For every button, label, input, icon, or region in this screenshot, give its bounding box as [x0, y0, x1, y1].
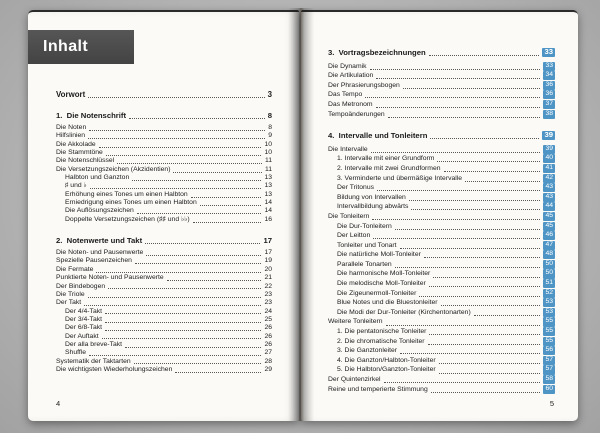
dot-leader [465, 181, 540, 182]
dot-leader [105, 313, 261, 314]
toc-entry-label: Die wichtigsten Wiederholungszeichen [56, 365, 173, 373]
toc-entry-row [56, 124, 272, 132]
toc-entry-label: Der Takt [56, 299, 82, 307]
dot-leader [400, 248, 541, 249]
toc-page-link[interactable]: 57 [543, 365, 555, 374]
toc-entry-row [328, 250, 555, 260]
toc-entry-row [328, 183, 555, 193]
toc-entry-row [328, 365, 555, 375]
toc-page-link[interactable]: 56 [543, 346, 555, 355]
toc-page-number: 29 [264, 365, 272, 373]
dot-leader [96, 272, 261, 273]
toc-page-number: 10 [264, 149, 272, 157]
toc-entry-row [328, 164, 555, 174]
toc-entry-row [328, 269, 555, 279]
toc-page-number: 23 [264, 299, 272, 307]
dot-leader [89, 130, 265, 131]
toc-entry-row [328, 71, 555, 81]
toc-entry-row [56, 149, 272, 157]
toc-page-number: 8 [268, 124, 272, 131]
toc-page-number: 8 [267, 111, 272, 120]
toc-entry-row [328, 279, 555, 289]
dot-leader [386, 325, 541, 326]
toc-entry-row [56, 299, 272, 307]
toc-entry-label: Die Artikulation [328, 72, 374, 80]
toc-entry-label: Der Auftakt [65, 332, 99, 340]
toc-entry-label: Der alla breve-Takt [65, 340, 123, 348]
toc-page-number: 16 [264, 215, 272, 223]
toc-page-link[interactable]: 42 [543, 174, 555, 183]
toc-entry-label: Hilfslinien [56, 132, 86, 140]
toc-entry-row [328, 289, 555, 299]
dot-leader [135, 263, 261, 264]
toc-page-number: 19 [264, 257, 272, 265]
dot-leader [105, 322, 261, 323]
toc-entry-label: Der Phrasierungsbogen [328, 81, 400, 89]
toc-page-link[interactable]: 53 [543, 308, 555, 317]
toc-page-number: 20 [264, 265, 272, 273]
toc-entry-label: Die Dynamik [328, 62, 367, 70]
toc-entry-label: Erniedrigung eines Tones um einen Halbton [65, 199, 197, 207]
toc-page-link[interactable]: 38 [543, 110, 555, 119]
toc-entry-label: Die Stammtöne [56, 149, 103, 157]
toc-page-link[interactable]: 36 [543, 90, 555, 99]
toc-list-left [56, 90, 272, 374]
dot-leader [90, 188, 262, 189]
right-page [301, 10, 578, 421]
toc-entry-label: 2. Intervalle mit zwei Grundformen [337, 164, 441, 172]
toc-entry-label: Das Metronom [328, 100, 373, 108]
dot-leader [429, 286, 541, 287]
dot-leader [429, 55, 540, 56]
toc-entry-row [56, 358, 272, 366]
toc-page-link[interactable]: 33 [543, 62, 555, 71]
dot-leader [411, 209, 540, 210]
toc-page-number: 22 [264, 282, 272, 290]
dot-leader [441, 305, 541, 306]
toc-entry-row [328, 81, 555, 91]
toc-entry-label: Halbton und Ganzton [65, 174, 130, 182]
toc-page-number: 13 [264, 182, 272, 190]
toc-page-number: 3 [267, 90, 272, 99]
toc-entry-label: Die Auflösungszeichen [65, 207, 134, 215]
dot-leader [146, 255, 261, 256]
toc-entry-label: Die melodische Moll-Tonleiter [337, 280, 426, 288]
toc-page-number: 26 [264, 340, 272, 348]
toc-entry-label: 1. Intervalle mit einer Grundform [337, 155, 435, 163]
folio-page-number: 4 [56, 399, 61, 408]
toc-entry-label: Die harmonische Moll-Tonleiter [337, 270, 431, 278]
toc-page-number: 28 [264, 357, 272, 365]
toc-entry-label: 2. Die chromatische Tonleiter [337, 337, 425, 345]
dot-leader [439, 363, 541, 364]
dot-leader [419, 296, 540, 297]
toc-page-link[interactable]: 55 [543, 317, 555, 326]
toc-entry-label: Tempoänderungen [328, 110, 385, 118]
dot-leader [129, 118, 265, 119]
toc-page-link[interactable]: 44 [543, 202, 555, 211]
toc-entry-row [56, 333, 272, 341]
toc-entry-row [328, 231, 555, 241]
toc-entry-row [56, 216, 272, 224]
dot-leader [193, 222, 262, 223]
folio-page-number: 5 [549, 399, 554, 408]
dot-leader [134, 363, 262, 364]
toc-entry-label: Der Quintenzirkel [328, 376, 381, 383]
toc-page-number: 14 [264, 207, 272, 215]
toc-entry-label: 1. Die Notenschrift [56, 111, 127, 120]
toc-page-number: 13 [264, 174, 272, 182]
toc-page-number: 26 [264, 324, 272, 332]
toc-page-number: 26 [264, 332, 272, 340]
toc-entry-label: Das Tempo [328, 91, 363, 99]
toc-entry-row [328, 346, 555, 356]
dot-leader [105, 330, 261, 331]
toc-entry-label: 3. Vortragsbezeichnungen [328, 48, 426, 57]
toc-entry-row [328, 222, 555, 232]
toc-entry-row [328, 337, 555, 347]
dot-leader [395, 229, 541, 230]
toc-page-link[interactable]: 52 [543, 289, 555, 298]
toc-page-link[interactable]: 39 [543, 145, 555, 154]
toc-chapter-row [328, 48, 555, 58]
toc-page-link[interactable]: 39 [544, 130, 553, 140]
toc-entry-label: Die Zigeunermoll-Tonleiter [337, 289, 417, 297]
dot-leader [433, 277, 540, 278]
toc-entry-row [56, 316, 272, 324]
toc-page-link[interactable]: 50 [543, 260, 555, 269]
dot-leader [429, 334, 540, 335]
toc-entry-label: Intervallbildung abwärts [337, 203, 409, 211]
toc-page-number: 17 [264, 249, 272, 257]
toc-entry-row [56, 132, 272, 140]
toc-entry-row [328, 327, 555, 337]
toc-entry-row [328, 317, 555, 327]
dot-leader [365, 97, 540, 98]
toc-page-link[interactable]: 43 [543, 183, 555, 192]
toc-entry-label: Die Intervalle [328, 145, 368, 153]
toc-page-link[interactable]: 50 [543, 269, 555, 278]
toc-entry-label: Der Tritonus [337, 184, 375, 192]
toc-entry-label: Die Dur-Tonleitern [337, 222, 392, 230]
toc-entry-label: Die Noten [56, 124, 87, 131]
toc-page-number: 9 [268, 132, 272, 140]
toc-entry-row [328, 174, 555, 184]
toc-entry-label: Tonleiter und Tonart [337, 241, 397, 249]
toc-page-link[interactable]: 57 [543, 356, 555, 365]
toc-page-link[interactable]: 43 [543, 193, 555, 202]
dot-leader [431, 392, 541, 393]
toc-entry-label: Die Tonleitern [328, 212, 370, 220]
toc-entry-label: 3. Die Ganztonleiter [337, 347, 398, 355]
toc-entry-row [56, 166, 272, 174]
toc-entry-row [56, 257, 272, 265]
toc-entry-row [328, 62, 555, 72]
toc-entry-row [56, 366, 272, 374]
toc-entry-row [56, 341, 272, 349]
toc-entry-label: Doppelte Versetzungszeichen (♯♯ und ♭♭) [65, 215, 190, 223]
toc-entry-label: Shuffle [65, 349, 87, 357]
toc-page-link[interactable]: 58 [543, 375, 555, 384]
toc-chapter-row [328, 131, 555, 141]
dot-leader [384, 382, 541, 383]
toc-entry-row [56, 349, 272, 357]
dot-leader [88, 297, 262, 298]
toc-entry-label: Blue Notes und die Bluestonleiter [337, 299, 438, 307]
toc-entry-label: Punktierte Noten- und Pausenwerte [56, 274, 164, 282]
toc-entry-row [328, 193, 555, 203]
toc-entry-row [56, 199, 272, 207]
toc-entry-label: 3. Verminderte und übermäßige Intervalle [337, 174, 463, 182]
dot-leader [117, 163, 262, 164]
toc-page-link[interactable]: 55 [543, 327, 555, 336]
toc-entry-row [328, 90, 555, 100]
dot-leader [125, 347, 261, 348]
dot-leader [430, 138, 539, 139]
toc-page-number: 13 [264, 190, 272, 198]
toc-entry-row [56, 90, 272, 99]
toc-entry-label: 4. Die Ganzton/Halbton-Tonleiter [337, 356, 436, 364]
toc-entry-row [56, 182, 272, 190]
toc-page-number: 23 [264, 290, 272, 298]
toc-entry-row [56, 249, 272, 257]
dot-leader [409, 200, 541, 201]
toc-page-link[interactable]: 51 [543, 279, 555, 288]
toc-entry-label: Die Noten- und Pausenwerte [56, 249, 144, 257]
toc-entry-row [328, 260, 555, 270]
toc-page-number: 21 [264, 274, 272, 282]
toc-entry-label: Bildung von Intervallen [337, 193, 406, 201]
toc-entry-label: Weitere Tonleitern [328, 318, 383, 326]
dot-leader [370, 69, 541, 70]
toc-page-number: 25 [264, 315, 272, 323]
toc-entry-label: Der 4/4-Takt [65, 307, 103, 315]
dot-leader [371, 152, 541, 153]
dot-leader [376, 78, 540, 79]
toc-page-number: 27 [264, 349, 272, 357]
toc-entry-label: Erhöhung eines Tones um einen Halbton [65, 190, 188, 198]
toc-entry-label: Parallele Tonarten [337, 260, 392, 268]
toc-entry-row [56, 283, 272, 291]
toc-page-link[interactable]: 40 [543, 154, 555, 163]
dot-leader [99, 147, 262, 148]
toc-entry-label: Spezielle Pausenzeichen [56, 257, 132, 265]
toc-page-link[interactable]: 55 [543, 337, 555, 346]
dot-leader [137, 213, 262, 214]
toc-entry-row [56, 174, 272, 182]
toc-page-link[interactable]: 36 [543, 81, 555, 90]
dot-leader [106, 155, 262, 156]
toc-entry-row [328, 375, 555, 385]
dot-leader [132, 180, 261, 181]
toc-page-link[interactable]: 45 [543, 212, 555, 221]
toc-entry-row [328, 145, 555, 155]
dot-leader [173, 172, 261, 173]
toc-chapter-row [56, 236, 272, 245]
toc-entry-label: Der Leitton [337, 232, 371, 240]
dot-leader [88, 97, 264, 98]
dot-leader [175, 372, 261, 373]
toc-entry-label: 2. Notenwerte und Takt [56, 236, 143, 246]
toc-page-link[interactable]: 37 [543, 100, 555, 109]
dot-leader [84, 305, 261, 306]
dot-leader [474, 315, 541, 316]
dot-leader [167, 280, 262, 281]
toc-entry-label: Der Bindebogen [56, 282, 106, 290]
dot-leader [102, 338, 262, 339]
toc-entry-row [56, 207, 272, 215]
dot-leader [88, 138, 265, 139]
toc-entry-label: Der 3/4-Takt [65, 315, 103, 323]
toc-page-link[interactable]: 53 [543, 298, 555, 307]
toc-entry-row [328, 100, 555, 110]
toc-entry-row [328, 110, 555, 120]
dot-leader [108, 288, 261, 289]
toc-entry-label: 1. Die pentatonische Tonleiter [337, 328, 427, 336]
toc-entry-row [328, 212, 555, 222]
toc-page-number: 17 [263, 236, 272, 246]
toc-entry-label: 5. Die Halbton/Ganzton-Tonleiter [337, 366, 436, 374]
toc-page-link[interactable]: 46 [543, 231, 555, 240]
toc-page-link[interactable]: 45 [543, 222, 555, 231]
dot-leader [400, 353, 540, 354]
toc-list-right [328, 36, 555, 394]
toc-entry-row [328, 356, 555, 366]
toc-entry-label: Vorwort [56, 90, 86, 99]
toc-entry-label: Die Versetzungszeichen (Akzidentien) [56, 165, 171, 173]
toc-page-number: 11 [264, 165, 272, 173]
toc-entry-row [56, 308, 272, 316]
toc-page-link[interactable]: 41 [543, 164, 555, 173]
toc-page-link[interactable]: 60 [543, 385, 555, 394]
dot-leader [388, 117, 541, 118]
dot-leader [424, 257, 541, 258]
toc-entry-row [56, 141, 272, 149]
toc-entry-row [56, 291, 272, 299]
toc-entry-row [328, 202, 555, 212]
toc-entry-row [328, 385, 555, 395]
dot-leader [444, 171, 541, 172]
toc-entry-label: Systematik der Taktarten [56, 357, 131, 365]
toc-entry-label: Die Triole [56, 290, 85, 298]
toc-page-link[interactable]: 47 [543, 241, 555, 250]
toc-entry-label: ♯ und ♭ [65, 182, 87, 190]
toc-entry-row [56, 266, 272, 274]
toc-entry-label: Die Notenschlüssel [56, 157, 115, 165]
dot-leader [428, 344, 541, 345]
dot-leader [376, 107, 541, 108]
dot-leader [145, 243, 260, 244]
dot-leader [89, 355, 261, 356]
toc-page-link[interactable]: 33 [544, 47, 553, 56]
toc-entry-row [328, 154, 555, 164]
dot-leader [377, 190, 540, 191]
toc-page-link[interactable]: 34 [543, 71, 555, 80]
toc-entry-row [56, 191, 272, 199]
toc-page-number: 24 [264, 307, 272, 315]
dot-leader [395, 267, 541, 268]
dot-leader [372, 219, 540, 220]
toc-entry-row [56, 274, 272, 282]
dot-leader [191, 197, 262, 198]
toc-entry-label: Die Akkolade [56, 140, 96, 148]
toc-page-link[interactable]: 48 [543, 250, 555, 259]
toc-page-number: 14 [264, 199, 272, 207]
toc-entry-row [56, 157, 272, 165]
toc-entry-row [328, 308, 555, 318]
toc-entry-label: Der 6/8-Takt [65, 324, 103, 332]
toc-entry-row [56, 324, 272, 332]
toc-entry-label: Die Fermate [56, 265, 94, 273]
toc-entry-row [328, 241, 555, 251]
toc-entry-row [328, 298, 555, 308]
dot-leader [403, 88, 541, 89]
dot-leader [373, 238, 540, 239]
dot-leader [200, 205, 262, 206]
toc-page-number: 10 [264, 140, 272, 148]
toc-entry-label: Die Modi der Dur-Tonleiter (Kirchentonarten) [337, 308, 471, 316]
left-page [28, 10, 299, 421]
toc-entry-label: Reine und temperierte Stimmung [328, 385, 428, 393]
dot-leader [439, 373, 541, 374]
toc-title: Inhalt [28, 30, 134, 64]
toc-chapter-row [56, 111, 272, 120]
toc-page-number: 11 [264, 157, 272, 165]
dot-leader [437, 161, 540, 162]
toc-entry-label: Die natürliche Moll-Tonleiter [337, 251, 421, 259]
toc-entry-label: 4. Intervalle und Tonleitern [328, 131, 428, 141]
